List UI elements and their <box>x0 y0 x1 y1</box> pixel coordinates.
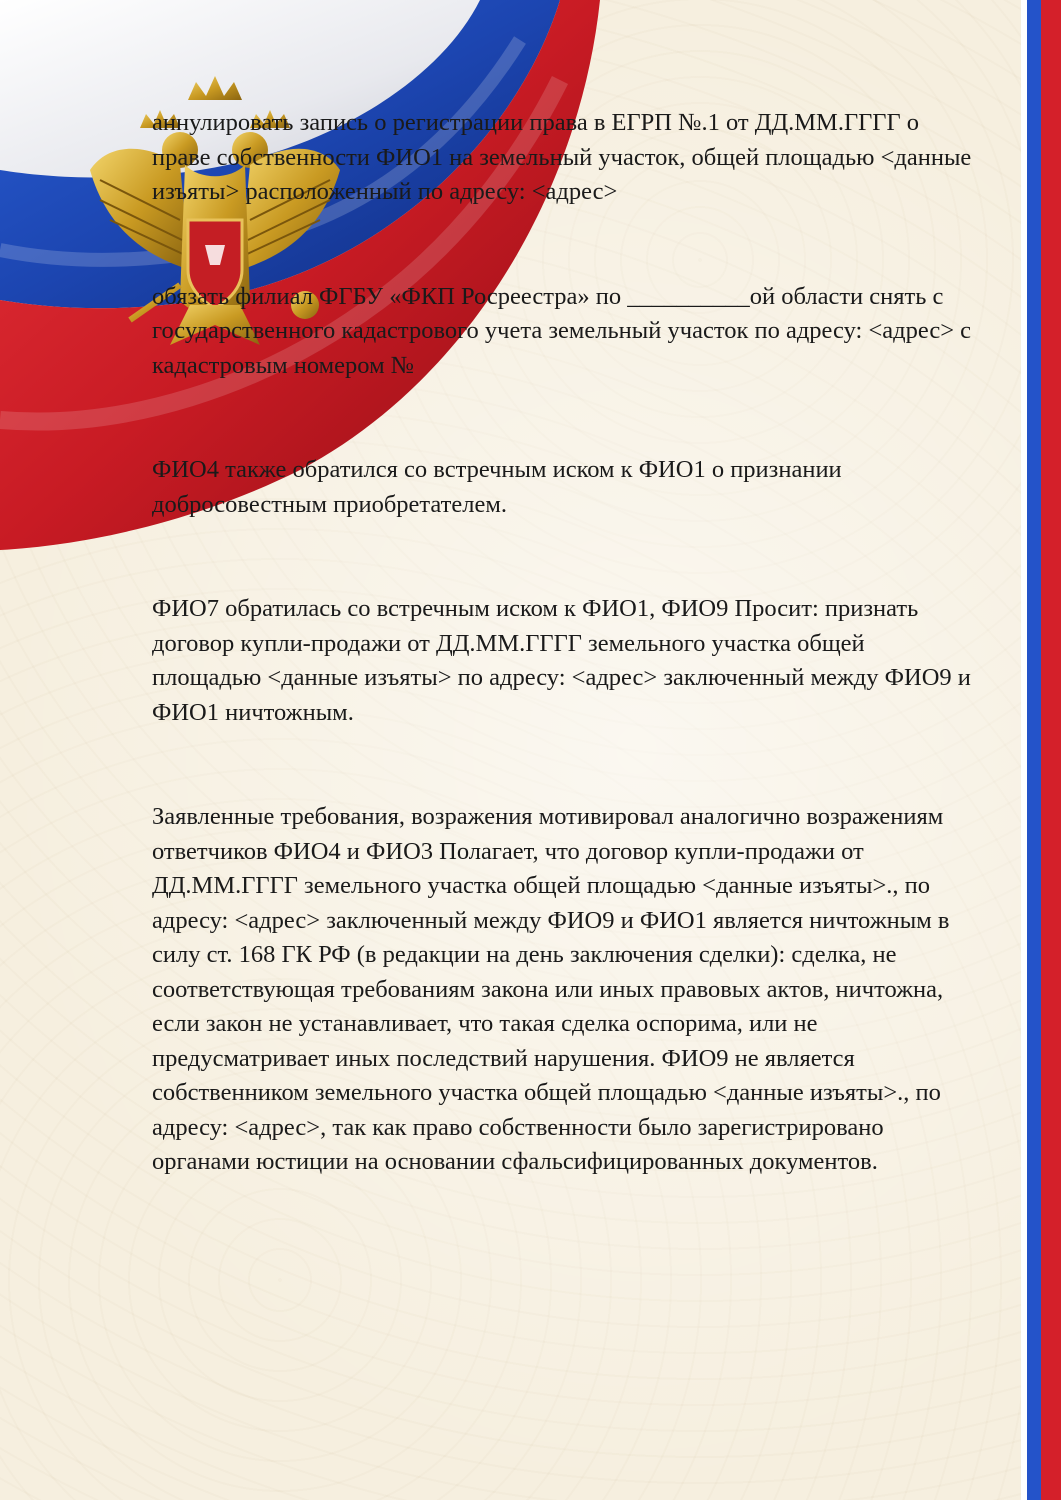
paragraph-annul-registration: аннулировать запись о регистрации права в ЕГРП №.1 от ДД.ММ.ГГГГ о праве собственности ФИО1 на земельный участок, общей площадью <данные изъяты> расположенный по адресу: <адрес> <box>152 109 972 205</box>
paragraph-counterclaim-fio4: ФИО4 также обратился со встречным иском к ФИО1 о признании добросовестным приобретателем. <box>152 456 842 518</box>
document-body <box>152 106 972 1180</box>
tricolor-border-icon <box>1021 0 1061 1500</box>
paragraph-stated-requirements: Заявленные требования, возражения мотивировал аналогично возражениям ответчиков ФИО4 и ФИО3 Полагает, что договор купли-продажи от ДД.ММ.ГГГГ земельного участка общей площадью <данные изъяты>., по адресу: <адрес> заключенный между ФИО9 и ФИО1 является ничтожным в силу ст. 168 ГК РФ (в редакции на день заключения сделки): сделка, не соответствующая требованиям закона или иных правовых актов, ничтожна, если закон не устанавливает, что такая сделка оспорима, или не предусматривает иных последствий нарушения. ФИО9 не является собственником земельного участка общей площадью <данные изъяты>., по адресу: <адрес>, так как право собственности было зарегистрировано органами юстиции на основании сфальсифицированных документов. <box>152 803 950 1175</box>
paragraph-counterclaim-fio7: ФИО7 обратилась со встречным иском к ФИО1, ФИО9 Просит: признать договор купли-продажи от ДД.ММ.ГГГГ земельного участка общей площадью <данные изъяты> по адресу: <адрес> заключенный между ФИО9 и ФИО1 ничтожным. <box>152 595 971 726</box>
paragraph-cadastral-removal: обязать филиал ФГБУ «ФКП Росреестра» по __________ой области снять с государственного кадастрового учета земельный участок по адресу: <адрес> с кадастровым номером № <box>152 282 972 379</box>
